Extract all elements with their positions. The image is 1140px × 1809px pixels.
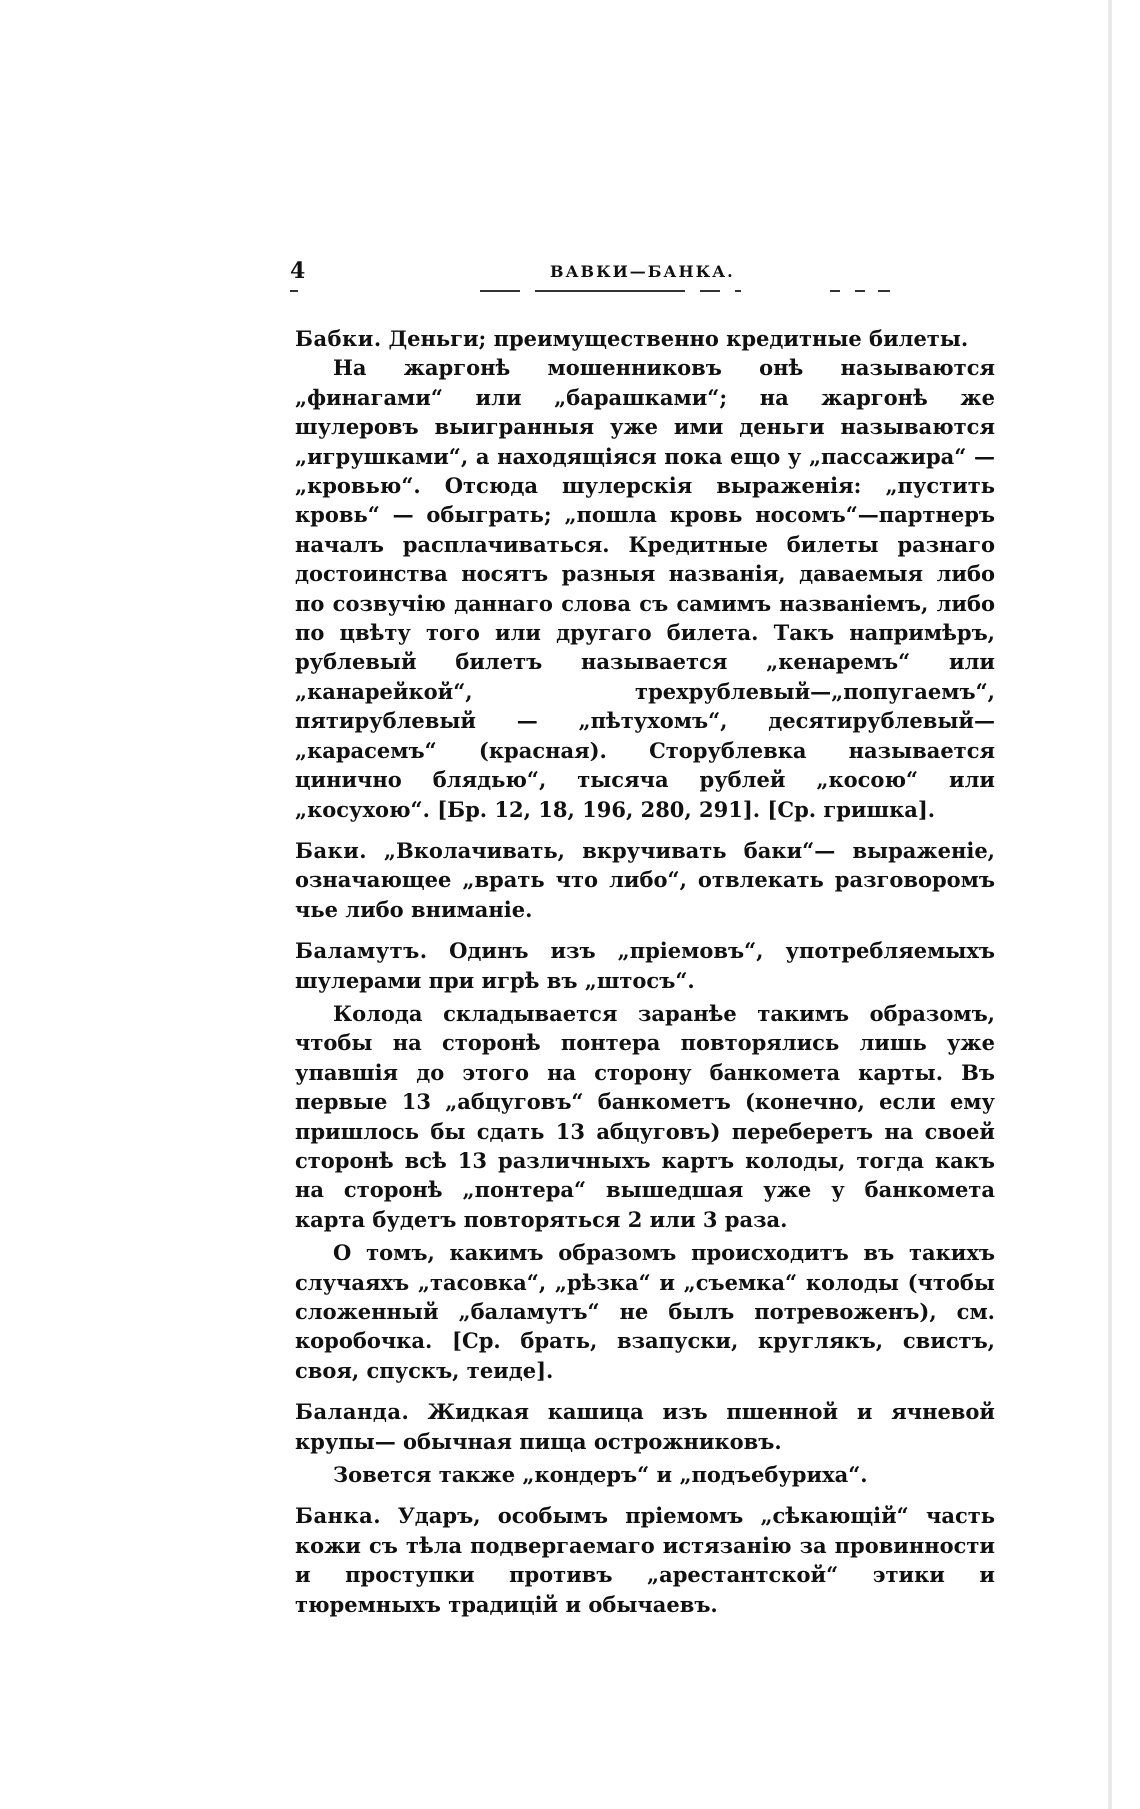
entry-banka: Банка. Ударъ, особымъ пріемомъ „сѣкающій“ часть кожи съ тѣла подвергаемаго истязанію за провинности и проступки противъ „арестантской“ этики и тюремныхъ традицій и обычаевъ. xyxy=(295,1503,996,1617)
definition: Ударъ, особымъ пріемомъ „сѣкающій“ часть кожи съ тѣла подвергаемаго истязанію за провинности и проступки противъ „арестантской“ этики и тюремныхъ традицій и обычаевъ. xyxy=(295,1503,996,1617)
headword: Банка xyxy=(295,1503,374,1529)
entry-balamut: Баламутъ. Одинъ изъ „пріемовъ“, употребляемыхъ шулерами при игрѣ въ „штосъ“. xyxy=(295,938,995,993)
entry-paragraph: Колода складывается заранѣе такимъ образомъ, чтобы на сторонѣ понтера повторялись лишь уже упавшія до этого на сторону банкомета карты. Въ первые 13 „абцуговъ“ банкометъ (конечно, если ему пришлось бы сдать 13 абцуговъ) переберетъ на своей сторонѣ всѣ 13 различныхъ картъ колоды, тогда какъ на сторонѣ „понтера“ вышедшая уже у банкомета карта будетъ повторяться 2 или 3 раза. xyxy=(295,1000,995,1232)
rule-segment xyxy=(855,290,865,292)
entry-baki: Баки. „Вколачивать, вкручивать баки“— выраженіе, означающее „врать что либо“, отвлекать разговоромъ чье либо вниманіе. xyxy=(295,837,995,922)
dictionary-content xyxy=(295,324,995,1619)
entry-paragraph: На жаргонѣ мошенниковъ онѣ называются „финагами“ или „барашками“; на жаргонѣ же шулеровъ выигранныя уже ими деньги называются „игрушками“, а находящіяся пока ещо у „пассажира“ — „кровью“. Отсюда шулерскія выраженія: „пустить кровь“ — обыграть; „пошла кровь носомъ“—партнеръ началъ расплачиваться. Кредитные билеты разнаго достоинства носятъ разныя названія, даваемыя либо по созвучію даннаго слова съ самимъ названіемъ, либо по цвѣту того или другаго билета. Такъ напримѣръ, рублевый билетъ называется „кенаремъ“ или „канарейкой“, трехрублевый—„попугаемъ“, пятирублевый — „пѣтухомъ“, десятирублевый—„карасемъ“ (красная). Сторублевка называется цинично блядью“, тысяча рублей „косою“ или „косухою“. [Бр. 12, 18, 196, 280, 291]. [Ср. гришка]. xyxy=(295,355,995,822)
headword: Баланда xyxy=(295,1399,402,1425)
entry-paragraph: Зовется также „кондеръ“ и „подъебуриха“. xyxy=(333,1462,868,1488)
headword: Бабки xyxy=(295,326,374,351)
rule-segment xyxy=(535,290,685,292)
page-number: 4 xyxy=(290,258,306,284)
page-edge xyxy=(1108,0,1112,1809)
rule-segment xyxy=(480,290,520,292)
definition: Деньги; преимущественно кредитные билеты. xyxy=(388,326,969,351)
header-rule xyxy=(290,290,990,294)
definition: „Вколачивать, вкручивать баки“— выраженіе, означающее „врать что либо“, отвлекать разговоромъ чье либо вниманіе. xyxy=(295,837,995,922)
rule-segment xyxy=(878,290,890,292)
definition: Одинъ изъ „пріемовъ“, употребляемыхъ шулерами при игрѣ въ „штосъ“. xyxy=(295,938,995,993)
entry-paragraph: О томъ, какимъ образомъ происходитъ въ такихъ случаяхъ „тасовка“, „рѣзка“ и „съемка“ колоды (чтобы сложенный „баламутъ“ не былъ потревоженъ), см. коробочка. [Ср. брать, взапуски, круглякъ, свистъ, своя, спускъ, теидe]. xyxy=(295,1240,995,1383)
headword: Баки xyxy=(295,837,360,863)
rule-segment xyxy=(735,290,741,292)
headword: Баламутъ xyxy=(295,938,420,964)
running-head: ВАВКИ—БАНКА. xyxy=(550,262,735,281)
page-header xyxy=(290,258,990,288)
rule-segment xyxy=(700,290,720,292)
rule-segment xyxy=(830,290,840,292)
rule-segment xyxy=(290,290,298,292)
entry-balanda: Баланда. Жидкая кашица изъ пшенной и ячневой крупы— обычная пища острожниковъ. xyxy=(295,1399,995,1454)
definition: Жидкая кашица изъ пшенной и ячневой крупы— обычная пища острожниковъ. xyxy=(295,1399,995,1454)
entry-babki: Бабки. Деньги; преимущественно кредитные билеты. xyxy=(295,326,969,351)
